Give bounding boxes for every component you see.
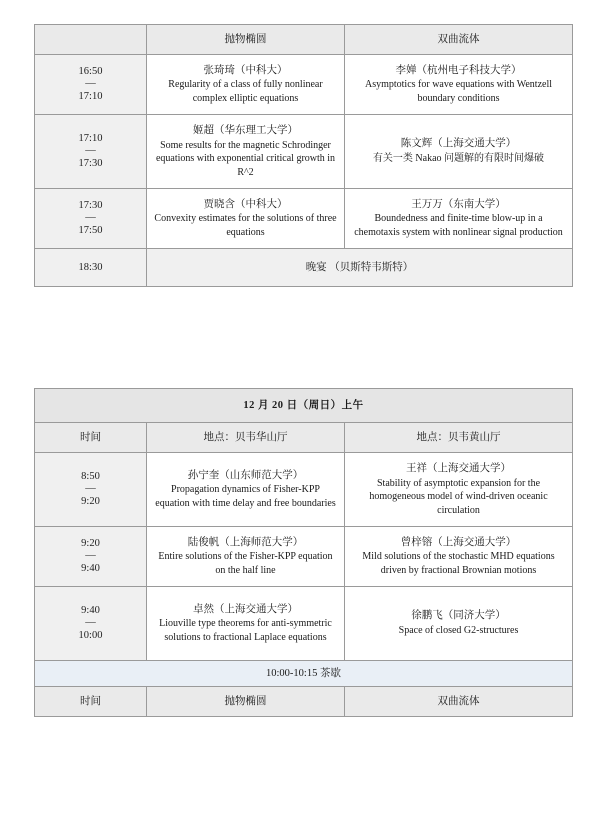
talk-cell-a xyxy=(147,115,345,189)
talk-title: Boundedness and finite-time blow-up in a chemotaxis system with nonlinear signal production xyxy=(354,213,563,238)
footer-header-track-b: 双曲流体 xyxy=(345,687,573,717)
time-cell xyxy=(35,453,147,527)
table-header-row xyxy=(35,423,573,453)
time-end: 9:40 xyxy=(81,562,100,574)
table-row xyxy=(35,527,573,587)
header-track-a: 抛物椭圆 xyxy=(147,25,345,55)
talk-title: Convexity estimates for the solutions of three equations xyxy=(154,213,337,238)
header-venue-a: 地点：贝韦华山厅 xyxy=(147,423,345,453)
tea-break-label: 10:00-10:15 茶歇 xyxy=(35,661,573,687)
header-track-b: 双曲流体 xyxy=(345,25,573,55)
talk-cell-b xyxy=(345,115,573,189)
time-dash: — xyxy=(85,617,96,629)
table-header-row xyxy=(35,25,573,55)
time-start: 8:50 xyxy=(81,470,100,482)
time-dash: — xyxy=(85,78,96,90)
speaker-name: 张琦琦（中科大） xyxy=(203,64,288,76)
footer-header-time: 时间 xyxy=(35,687,147,717)
talk-title: Propagation dynamics of Fisher-KPP equation with time delay and free boundaries xyxy=(155,484,336,509)
speaker-name: 姬超（华东理工大学） xyxy=(193,124,298,136)
time-dash: — xyxy=(85,483,96,495)
time-cell xyxy=(35,527,147,587)
header-venue-b: 地点：贝韦黄山厅 xyxy=(345,423,573,453)
talk-title: Mild solutions of the stochastic MHD equations driven by fractional Brownian motions xyxy=(362,551,555,576)
time-end: 9:20 xyxy=(81,495,100,507)
tea-break-row xyxy=(35,661,573,687)
time-end: 17:30 xyxy=(78,157,103,169)
speaker-name: 孙宁奎（山东师范大学） xyxy=(187,469,304,481)
table-row xyxy=(35,189,573,249)
schedule-table-day19-afternoon xyxy=(34,24,573,287)
talk-cell-b xyxy=(345,55,573,115)
time-end: 17:10 xyxy=(78,90,103,102)
time-start: 17:30 xyxy=(78,199,103,211)
time-dash: — xyxy=(85,145,96,157)
talk-title: Some results for the magnetic Schrodinger equations with exponential critical growth in R^2 xyxy=(155,139,336,178)
talk-cell-b xyxy=(345,453,573,527)
talk-title: Stability of asymptotic expansion for the homogeneous model of wind-driven oceanic circulation xyxy=(369,477,548,516)
talk-title: Entire solutions of the Fisher-KPP equation on the half line xyxy=(158,551,333,576)
speaker-name: 李婵（杭州电子科技大学） xyxy=(395,64,522,76)
table-row xyxy=(35,587,573,661)
speaker-name: 曾梓镕（上海交通大学） xyxy=(400,536,517,548)
table-row xyxy=(35,453,573,527)
talk-title: Space of closed G2-structures xyxy=(398,625,519,637)
table-row xyxy=(35,55,573,115)
header-time xyxy=(35,25,147,55)
speaker-name: 王万万（东南大学） xyxy=(411,198,506,210)
time-cell xyxy=(35,55,147,115)
time-start: 17:10 xyxy=(78,132,103,144)
footer-header-track-a: 抛物椭圆 xyxy=(147,687,345,717)
talk-cell-b xyxy=(345,587,573,661)
speaker-name: 徐鹏飞（同济大学） xyxy=(411,610,506,622)
speaker-name: 陆俊帆（上海师范大学） xyxy=(187,536,304,548)
time-start: 9:40 xyxy=(81,604,100,616)
talk-cell-a xyxy=(147,587,345,661)
banquet-row xyxy=(35,249,573,287)
schedule-table-day20-morning xyxy=(34,388,573,717)
speaker-name: 王祥（上海交通大学） xyxy=(406,462,511,474)
talk-cell-a xyxy=(147,189,345,249)
speaker-name: 陈文辉（上海交通大学） xyxy=(400,138,517,150)
talk-title: Regularity of a class of fully nonlinear complex elliptic equations xyxy=(168,79,323,104)
time-dash: — xyxy=(85,212,96,224)
time-cell xyxy=(35,587,147,661)
header-time: 时间 xyxy=(35,423,147,453)
time-cell xyxy=(35,115,147,189)
time-end: 17:50 xyxy=(78,224,103,236)
talk-title: Liouville type theorems for anti-symmetric solutions to fractional Laplace equations xyxy=(159,618,332,643)
speaker-name: 贾晓含（中科大） xyxy=(203,198,288,210)
table-row xyxy=(35,115,573,189)
talk-cell-a xyxy=(147,453,345,527)
time-end: 10:00 xyxy=(78,629,103,641)
banquet-label: 晚宴 （贝斯特韦斯特） xyxy=(147,249,573,287)
section-title-row xyxy=(35,389,573,423)
talk-cell-a xyxy=(147,527,345,587)
talk-cell-a xyxy=(147,55,345,115)
talk-title: Asymptotics for wave equations with Wentzell boundary conditions xyxy=(364,79,553,104)
time-start: 16:50 xyxy=(78,65,103,77)
table-footer-header-row xyxy=(35,687,573,717)
time-cell xyxy=(35,189,147,249)
time-start: 9:20 xyxy=(81,537,100,549)
banquet-time: 18:30 xyxy=(35,249,147,287)
time-dash: — xyxy=(85,550,96,562)
speaker-name: 卓然（上海交通大学） xyxy=(193,603,298,615)
talk-cell-b xyxy=(345,527,573,587)
page-title: 12 月 20 日（周日）上午 xyxy=(35,389,573,423)
talk-cell-b xyxy=(345,189,573,249)
talk-title: 有关一类 Nakao 问题解的有限时间爆破 xyxy=(372,153,545,165)
